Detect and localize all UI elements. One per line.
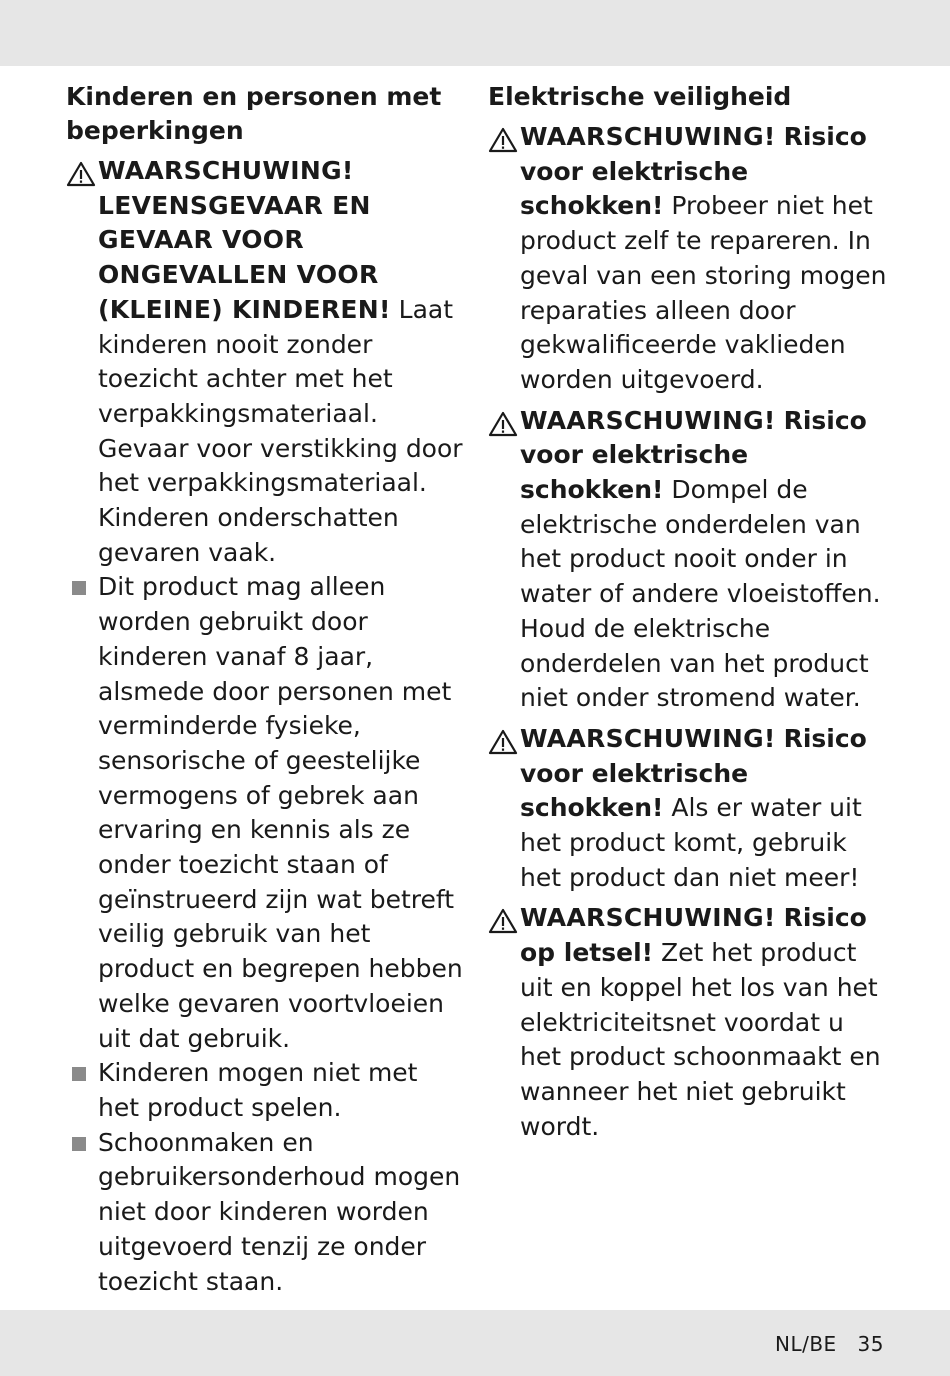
warning-block-electrical-2 [488,404,888,716]
square-bullet-icon [72,1137,86,1151]
warning-title: Risico voor elektrische schokken! [520,723,867,823]
warning-triangle-icon [488,908,518,934]
warning-body: Dompel de elektrische onderdelen van het product nooit onder in water of andere vloeistoffen. Houd de elektrische onderdelen van het product niet onder stromend water. [520,475,881,713]
warning-label: WAARSCHUWING! [520,903,776,933]
bullet-list [66,570,466,1299]
warning-label: WAARSCHUWING! [520,405,776,435]
page-footer [775,1332,884,1356]
top-band [0,0,950,66]
warning-label: WAARSCHUWING! [520,723,776,753]
left-column [66,80,466,1299]
list-item [66,1056,466,1125]
warning-label: WAARSCHUWING! [98,156,354,185]
warning-label: WAARSCHUWING! [520,122,776,151]
list-item [66,570,466,1056]
locale-label: NL/BE [774,1332,837,1356]
section-heading-electrical: Elektrische veiligheid [488,82,792,111]
warning-body: Als er water uit het product komt, gebruik het product dan niet meer! [520,793,862,892]
bullet-text: Schoonmaken en gebruikersonderhoud mogen niet door kinderen worden uitgevoerd tenzij ze onder toezicht staan. [98,1127,461,1296]
list-item [66,1126,466,1300]
warning-title: LEVENSGEVAAR EN GEVAAR VOOR ONGEVALLEN VOOR (KLEINE) KINDEREN! [98,190,391,324]
warning-title: Risico voor elektrische schokken! [520,122,867,221]
warning-block-electrical-1 [488,120,888,398]
warning-block-children [66,154,466,570]
right-column [488,80,888,1144]
bullet-text: Dit product mag alleen worden gebruikt door kinderen vanaf 8 jaar, alsmede door personen met verminderde fysieke, sensorische of geestelijke vermogens of gebrek aan ervaring en kennis als ze onder toezicht staan of geïnstrueerd zijn wat betreft veilig gebruik van het product en begrepen hebben welke gevaren voortvloeien uit dat gebruik. [98,572,463,1053]
section-heading-children: Kinderen en personen met beperkingen [66,82,442,145]
warning-triangle-icon [488,729,518,755]
warning-body: Zet het product uit en koppel het los van het elektriciteitsnet voordat u het product schoonmaakt en wanneer het niet gebruikt wordt. [520,938,881,1141]
warning-body: Laat kinderen nooit zonder toezicht achter met het verpakkingsmateriaal. Gevaar voor verstikking door het verpakkingsmateriaal. Kinderen onderschatten gevaren vaak. [98,294,463,567]
warning-title: Risico op letsel! [520,903,867,968]
warning-block-injury [488,901,888,1144]
warning-triangle-icon [488,411,518,437]
square-bullet-icon [72,581,86,595]
bullet-text: Kinderen mogen niet met het product spelen. [98,1058,418,1122]
square-bullet-icon [72,1067,86,1081]
page-number: 35 [857,1332,884,1356]
warning-title: Risico voor elektrische schokken! [520,405,867,505]
warning-block-electrical-3 [488,722,888,896]
warning-triangle-icon [66,161,96,187]
warning-triangle-icon [488,127,518,153]
warning-body: Probeer niet het product zelf te repareren. In geval van een storing mogen reparaties alleen door gekwalificeerde vaklieden worden uitgevoerd. [520,191,887,394]
